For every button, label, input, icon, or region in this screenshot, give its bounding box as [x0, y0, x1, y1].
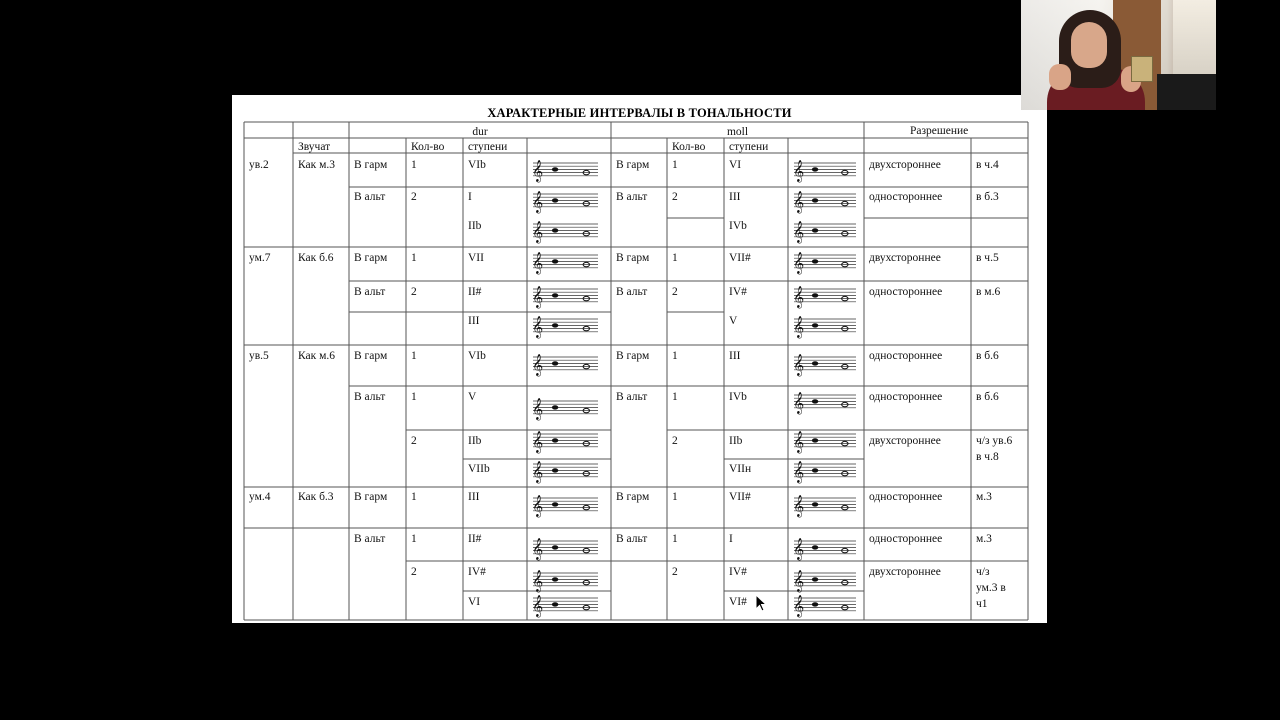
moll-type: В альт	[616, 191, 648, 203]
dur-music-staff	[532, 595, 598, 618]
treble-clef-icon: 𝄞	[793, 316, 805, 338]
note-head-icon	[552, 228, 558, 232]
note-head-icon	[552, 468, 558, 472]
resolution-type: двухстороннее	[869, 159, 941, 171]
dur-degree: IV#	[468, 566, 486, 578]
resolution-type: двухстороннее	[869, 435, 941, 447]
note-head-icon	[812, 293, 818, 297]
moll-music-staff	[793, 354, 856, 377]
dur-type: В гарм	[354, 252, 388, 264]
dur-type: В альт	[354, 533, 386, 545]
moll-type: В альт	[616, 286, 648, 298]
moll-degree: IVb	[729, 220, 747, 232]
interval-table	[232, 95, 1047, 623]
moll-type: В гарм	[616, 252, 650, 264]
dur-degree: II#	[468, 286, 482, 298]
note-head-icon	[552, 198, 558, 202]
moll-count: 1	[672, 391, 678, 403]
moll-music-staff	[793, 286, 856, 309]
moll-count: 2	[672, 566, 678, 578]
note-head-icon	[812, 323, 818, 327]
treble-clef-icon: 𝄞	[532, 495, 544, 517]
presenter-webcam	[1021, 0, 1216, 110]
dur-count: 2	[411, 566, 417, 578]
dur-degree: II#	[468, 533, 482, 545]
moll-music-staff	[793, 160, 856, 183]
note-head-icon	[812, 468, 818, 472]
interval-uv5: ув.5	[249, 350, 269, 362]
moll-music-staff	[793, 431, 856, 454]
moll-degree: IV#	[729, 286, 747, 298]
zvuchat-cell: Как м.6	[298, 350, 335, 362]
dur-music-staff	[532, 221, 598, 244]
note-head-icon	[552, 502, 558, 506]
treble-clef-icon: 𝄞	[793, 461, 805, 483]
note-head-icon	[552, 438, 558, 442]
moll-degree: IVb	[729, 391, 747, 403]
resolution-target: в б.6	[976, 350, 999, 362]
treble-clef-icon: 𝄞	[793, 354, 805, 376]
moll-degree: VI	[729, 159, 742, 171]
zvuchat-cell: Как б.3	[298, 491, 334, 503]
note-head-icon	[812, 399, 818, 403]
moll-type: В гарм	[616, 350, 650, 362]
moll-degree: III	[729, 191, 741, 203]
resolution-type: одностороннее	[869, 491, 943, 503]
treble-clef-icon: 𝄞	[793, 286, 805, 308]
moll-music-staff	[793, 595, 856, 618]
moll-degree: IV#	[729, 566, 747, 578]
dur-degree: VIb	[468, 350, 486, 362]
moll-type: В гарм	[616, 159, 650, 171]
dur-count: 1	[411, 252, 417, 264]
resolution-type: двухстороннее	[869, 252, 941, 264]
resolution-type: одностороннее	[869, 391, 943, 403]
interval-uv2: ув.2	[249, 159, 269, 171]
dur-type: В гарм	[354, 491, 388, 503]
dur-music-staff	[532, 538, 598, 561]
treble-clef-icon: 𝄞	[532, 431, 544, 453]
moll-degree: VIIн	[729, 463, 752, 475]
dur-music-staff	[532, 191, 598, 214]
resolution-target: ч1	[976, 598, 988, 610]
resolution-target: м.3	[976, 491, 992, 503]
note-head-icon	[552, 293, 558, 297]
moll-music-staff	[793, 221, 856, 244]
header-kolvo-dur: Кол-во	[411, 141, 445, 153]
moll-count: 1	[672, 350, 678, 362]
dur-degree: VI	[468, 596, 481, 608]
moll-music-staff	[793, 538, 856, 561]
treble-clef-icon: 𝄞	[532, 221, 544, 243]
dur-type: В альт	[354, 286, 386, 298]
dur-music-staff	[532, 570, 598, 593]
header-moll: moll	[726, 126, 749, 138]
dur-degree: III	[468, 491, 480, 503]
treble-clef-icon: 𝄞	[532, 316, 544, 338]
treble-clef-icon: 𝄞	[532, 252, 544, 274]
moll-music-staff	[793, 392, 856, 415]
moll-count: 2	[672, 286, 678, 298]
note-head-icon	[552, 602, 558, 606]
note-head-icon	[812, 259, 818, 263]
moll-count: 1	[672, 533, 678, 545]
moll-count: 1	[672, 491, 678, 503]
moll-music-staff	[793, 461, 856, 484]
resolution-type: одностороннее	[869, 286, 943, 298]
treble-clef-icon: 𝄞	[532, 461, 544, 483]
dur-degree: VII	[468, 252, 484, 264]
document-page	[232, 95, 1047, 623]
moll-degree: IIb	[729, 435, 743, 447]
moll-music-staff	[793, 252, 856, 275]
dur-degree: IIb	[468, 220, 482, 232]
dur-degree: VIb	[468, 159, 486, 171]
treble-clef-icon: 𝄞	[532, 160, 544, 182]
dur-count: 1	[411, 491, 417, 503]
dur-type: В альт	[354, 191, 386, 203]
dur-music-staff	[532, 495, 598, 518]
note-head-icon	[552, 167, 558, 171]
dur-count: 2	[411, 435, 417, 447]
note-head-icon	[812, 167, 818, 171]
moll-degree: V	[729, 315, 738, 327]
header-razreshenie: Разрешение	[910, 125, 969, 137]
note-head-icon	[812, 602, 818, 606]
zvuchat-cell: Как б.6	[298, 252, 334, 264]
dur-degree: I	[468, 191, 472, 203]
treble-clef-icon: 𝄞	[532, 191, 544, 213]
note-head-icon	[812, 545, 818, 549]
document-title: ХАРАКТЕРНЫЕ ИНТЕРВАЛЫ В ТОНАЛЬНОСТИ	[487, 106, 792, 120]
piano	[1157, 74, 1216, 110]
zvuchat-cell: Как м.3	[298, 159, 335, 171]
note-head-icon	[552, 577, 558, 581]
moll-degree: III	[729, 350, 741, 362]
presenter-face	[1071, 22, 1107, 68]
resolution-target: в б.3	[976, 191, 999, 203]
dur-degree: IIb	[468, 435, 482, 447]
note-head-icon	[812, 361, 818, 365]
moll-music-staff	[793, 191, 856, 214]
treble-clef-icon: 𝄞	[793, 431, 805, 453]
moll-type: В альт	[616, 391, 648, 403]
moll-count: 1	[672, 159, 678, 171]
interval-um4: ум.4	[249, 491, 271, 503]
moll-type: В гарм	[616, 491, 650, 503]
dur-count: 1	[411, 391, 417, 403]
moll-count: 2	[672, 191, 678, 203]
dur-degree: V	[468, 391, 477, 403]
dur-music-staff	[532, 252, 598, 275]
moll-music-staff	[793, 316, 856, 339]
dur-count: 1	[411, 159, 417, 171]
moll-degree: VII#	[729, 491, 751, 503]
dur-music-staff	[532, 431, 598, 454]
moll-degree: I	[729, 533, 733, 545]
treble-clef-icon: 𝄞	[793, 495, 805, 517]
resolution-target: ч/з	[976, 566, 990, 578]
moll-degree: VI#	[729, 596, 747, 608]
treble-clef-icon: 𝄞	[793, 538, 805, 560]
note-head-icon	[812, 438, 818, 442]
treble-clef-icon: 𝄞	[532, 398, 544, 420]
dur-degree: VIIb	[468, 463, 490, 475]
treble-clef-icon: 𝄞	[793, 191, 805, 213]
resolution-type: одностороннее	[869, 350, 943, 362]
treble-clef-icon: 𝄞	[532, 286, 544, 308]
treble-clef-icon: 𝄞	[532, 538, 544, 560]
resolution-target: в б.6	[976, 391, 999, 403]
header-zvuchat: Звучат	[298, 141, 331, 153]
treble-clef-icon: 𝄞	[532, 570, 544, 592]
resolution-type: двухстороннее	[869, 566, 941, 578]
note-head-icon	[552, 545, 558, 549]
resolution-target: в ч.8	[976, 451, 999, 463]
moll-degree: VII#	[729, 252, 751, 264]
dur-music-staff	[532, 316, 598, 339]
treble-clef-icon: 𝄞	[793, 392, 805, 414]
resolution-type: одностороннее	[869, 191, 943, 203]
treble-clef-icon: 𝄞	[793, 252, 805, 274]
treble-clef-icon: 𝄞	[793, 160, 805, 182]
note-head-icon	[552, 361, 558, 365]
moll-music-staff	[793, 570, 856, 593]
treble-clef-icon: 𝄞	[532, 595, 544, 617]
note-head-icon	[812, 228, 818, 232]
dur-type: В гарм	[354, 350, 388, 362]
dur-music-staff	[532, 354, 598, 377]
note-head-icon	[812, 577, 818, 581]
dur-degree: III	[468, 315, 480, 327]
resolution-target: в ч.5	[976, 252, 999, 264]
interval-um7: ум.7	[249, 252, 271, 264]
treble-clef-icon: 𝄞	[532, 354, 544, 376]
header-stupeni-dur: ступени	[468, 141, 508, 153]
resolution-target: ум.3 в	[976, 582, 1006, 594]
dur-music-staff	[532, 461, 598, 484]
note-head-icon	[812, 198, 818, 202]
dur-count: 1	[411, 533, 417, 545]
note-head-icon	[552, 259, 558, 263]
dur-music-staff	[532, 286, 598, 309]
dur-music-staff	[532, 398, 598, 421]
note-head-icon	[552, 405, 558, 409]
moll-type: В альт	[616, 533, 648, 545]
dur-count: 2	[411, 286, 417, 298]
treble-clef-icon: 𝄞	[793, 221, 805, 243]
dur-music-staff	[532, 160, 598, 183]
header-stupeni-moll: ступени	[729, 141, 769, 153]
resolution-type: одностороннее	[869, 533, 943, 545]
resolution-target: в ч.4	[976, 159, 999, 171]
dur-count: 1	[411, 350, 417, 362]
note-head-icon	[552, 323, 558, 327]
header-dur: dur	[472, 126, 488, 138]
treble-clef-icon: 𝄞	[793, 595, 805, 617]
moll-count: 2	[672, 435, 678, 447]
header-kolvo-moll: Кол-во	[672, 141, 706, 153]
resolution-target: м.3	[976, 533, 992, 545]
resolution-target: ч/з ув.6	[976, 435, 1013, 447]
treble-clef-icon: 𝄞	[793, 570, 805, 592]
dur-type: В гарм	[354, 159, 388, 171]
dur-type: В альт	[354, 391, 386, 403]
note-head-icon	[812, 502, 818, 506]
dur-count: 2	[411, 191, 417, 203]
resolution-target: в м.6	[976, 286, 1001, 298]
moll-count: 1	[672, 252, 678, 264]
moll-music-staff	[793, 495, 856, 518]
